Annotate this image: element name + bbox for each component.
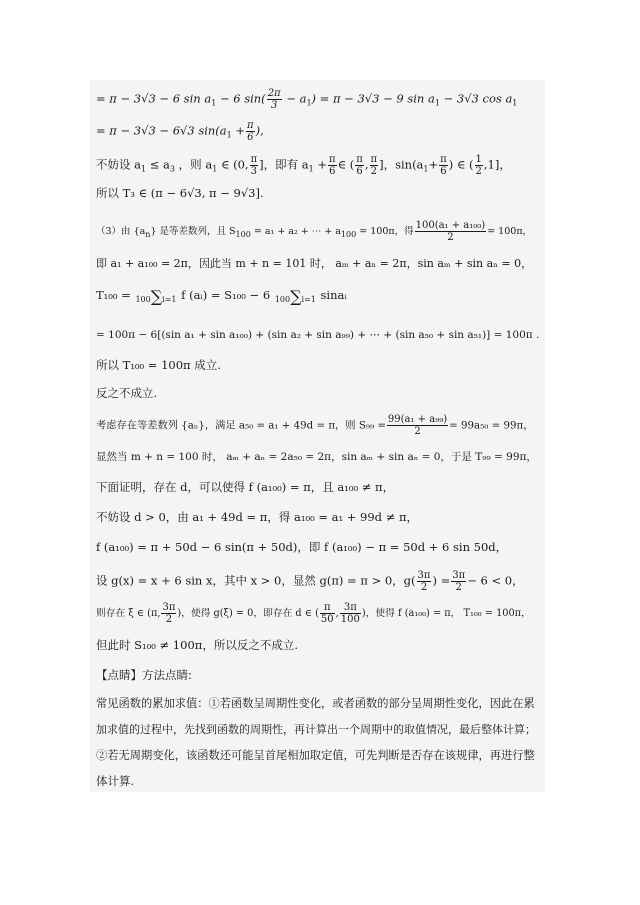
summation xyxy=(135,286,177,306)
denominator: 2 xyxy=(370,166,377,177)
numerator: 3π xyxy=(162,602,176,613)
equation-line-17 xyxy=(96,602,531,625)
text: 所以 T₁₀₀ = 100π 成立. xyxy=(96,358,221,372)
subscript: 1 xyxy=(434,98,440,108)
subscript: 1 xyxy=(512,98,518,108)
numerator: 99(a₁ + a₉₉) xyxy=(387,414,448,425)
subscript: 100 xyxy=(235,230,251,239)
numerator: π xyxy=(370,154,378,165)
fraction xyxy=(320,602,335,625)
lower-limit: i=1 xyxy=(162,294,177,304)
text: ) = xyxy=(432,573,451,588)
subscript: 1 xyxy=(423,164,429,174)
fraction xyxy=(340,602,361,625)
equation-line-3 xyxy=(96,154,511,177)
text: = 100π， xyxy=(487,226,533,237)
sigma: ∑ xyxy=(150,286,163,306)
text: + xyxy=(317,157,328,172)
text: f (aᵢ) = S₁₀₀ − 6 xyxy=(181,288,271,302)
text: ,1]， xyxy=(483,157,511,172)
text: 不妨设 d > 0，由 a₁ + 49d = π，得 a₁₀₀ = a₁ + 99d ≠ π， xyxy=(96,510,419,524)
text: = 100π − 6[(sin a₁ + sin a₁₀₀) + (sin a₂ + sin a₉₉) + ⋯ + (sin a₅₀ + sin a₅₁)] = 100π . xyxy=(96,329,540,341)
text-line-21 xyxy=(96,722,536,737)
equation-line-11 xyxy=(96,414,533,437)
numerator: 100(a₁ + a₁₀₀) xyxy=(415,220,486,231)
text-line-13 xyxy=(96,480,394,495)
text: 则存在 ξ ∈ (π, xyxy=(96,608,161,619)
text: ) ∈ ( xyxy=(448,157,474,172)
subscript: 1 xyxy=(308,164,314,174)
text: , xyxy=(335,608,339,619)
fraction xyxy=(161,602,176,625)
text: , xyxy=(364,157,369,172)
denominator: 6 xyxy=(440,166,447,177)
text: ), xyxy=(255,123,264,138)
denominator: 3 xyxy=(270,100,278,111)
text: ∈ (0, xyxy=(220,157,249,172)
numerator: π xyxy=(329,154,336,165)
fraction xyxy=(451,570,466,593)
subscript: 100 xyxy=(340,230,357,239)
denominator: 6 xyxy=(247,132,254,143)
text: − 6 sin( xyxy=(219,91,266,106)
text-line-22 xyxy=(96,748,535,763)
equation-line-2 xyxy=(96,120,264,143)
text: = 100π，得 xyxy=(359,226,414,237)
denominator: 3 xyxy=(250,166,258,177)
subscript: 1 xyxy=(211,98,217,108)
denominator: 6 xyxy=(329,166,336,177)
denominator: 2 xyxy=(165,614,173,625)
subscript: 1 xyxy=(212,164,218,174)
numerator: 3π xyxy=(340,602,361,614)
text: = π − 3√3 − 6√3 sin(a xyxy=(96,123,227,138)
equation-line-5 xyxy=(96,220,532,243)
summation xyxy=(274,286,316,306)
numerator: 2π xyxy=(267,88,281,99)
subscript: 1 xyxy=(226,130,232,140)
text: sinaᵢ xyxy=(320,288,347,302)
upper-limit: 100 xyxy=(274,294,291,304)
denominator: 2 xyxy=(420,582,428,593)
text: )，使得 f (a₁₀₀) = π， T₁₀₀ = 100π， xyxy=(361,608,531,619)
denominator: 100 xyxy=(340,614,360,625)
text: 反之不成立. xyxy=(96,386,158,400)
text: ，则 a xyxy=(178,157,213,172)
text: 显然当 m + n = 100 时， aₘ + aₙ = 2a₅₀ = 2π，sin aₘ + sin aₙ = 0，于是 T₉₉ = 99π， xyxy=(96,451,537,463)
text: 即 a₁ + a₁₀₀ = 2π，因此当 m + n = 101 时， aₘ + aₙ = 2π，sin aₘ + sin aₙ = 0， xyxy=(96,257,533,270)
text: + xyxy=(235,123,246,138)
text: 不妨设 a xyxy=(96,157,142,172)
numerator: π xyxy=(320,602,335,614)
text-line-14 xyxy=(96,510,418,525)
fraction xyxy=(415,220,487,243)
fraction xyxy=(475,154,483,177)
text: 体计算. xyxy=(96,774,135,788)
text-line-20 xyxy=(96,696,535,711)
text: − 3√3 cos a xyxy=(443,91,513,106)
fraction xyxy=(250,154,259,177)
text: ) = π − 3√3 − 9 sin a xyxy=(311,91,435,106)
equation-line-8 xyxy=(96,328,539,343)
text: ]，即有 a xyxy=(259,157,309,172)
numerator: 3π xyxy=(417,570,431,581)
text: 常见函数的累加求值：①若函数呈周期性变化，或者函数的部分呈周期性变化，因此在累 xyxy=(96,697,535,710)
fraction xyxy=(267,88,282,111)
text: − a xyxy=(286,91,307,106)
method-heading xyxy=(96,668,192,683)
text: = π − 3√3 − 6 sin a xyxy=(96,91,212,106)
numerator: π xyxy=(247,120,254,131)
text: } 是等差数列，且 S xyxy=(150,226,236,237)
text: = 99a₅₀ = 99π， xyxy=(449,419,534,432)
equation-line-6 xyxy=(96,256,532,271)
text: − 6 < 0， xyxy=(467,573,524,588)
text: ≤ a xyxy=(149,157,170,172)
numerator: π xyxy=(356,154,363,165)
denominator: 50 xyxy=(320,614,334,625)
denominator: 2 xyxy=(414,426,421,437)
numerator: π xyxy=(250,154,258,165)
subscript: n xyxy=(145,230,151,239)
text: = a₁ + a₂ + ⋯ + a xyxy=(253,226,341,237)
lower-limit: i=1 xyxy=(301,294,316,304)
sigma: ∑ xyxy=(290,286,302,306)
subscript: 3 xyxy=(169,164,176,174)
text: 设 g(x) = x + 6 sin x，其中 x > 0，显然 g(π) = π > 0，g( xyxy=(96,573,416,588)
text: T₁₀₀ = xyxy=(96,288,131,302)
upper-limit: 100 xyxy=(135,294,151,304)
text: f (a₁₀₀) = π + 50d − 6 sin(π + 50d)，即 f (a₁₀₀) − π = 50d + 6 sin 50d， xyxy=(96,540,508,554)
text: 考虑存在等差数列 {aₙ}，满足 a₅₀ = a₁ + 49d = π，则 S₉₉ = xyxy=(96,419,386,432)
text: 所以 T₃ ∈ (π − 6√3, π − 9√3]. xyxy=(96,186,264,200)
subscript: 1 xyxy=(306,98,312,108)
fraction xyxy=(355,154,364,177)
text-line-18 xyxy=(96,638,298,653)
text: + xyxy=(428,157,439,172)
fraction xyxy=(246,120,255,143)
equation-line-16 xyxy=(96,570,524,593)
equation-line-1 xyxy=(96,88,517,111)
denominator: 2 xyxy=(475,166,482,177)
text-line-12 xyxy=(96,450,537,465)
fraction xyxy=(417,570,432,593)
text: 但此时 S₁₀₀ ≠ 100π，所以反之不成立. xyxy=(96,638,298,652)
text: ②若无周期变化，该函数还可能呈首尾相加取定值，可先判断是否存在该规律，再进行整 xyxy=(96,749,535,762)
text-line-23 xyxy=(96,774,134,789)
text-line-15 xyxy=(96,540,507,555)
fraction xyxy=(387,414,448,437)
equation-line-4 xyxy=(96,186,264,201)
text: ]，sin(a xyxy=(379,157,424,172)
denominator: 2 xyxy=(447,232,454,243)
text: 加求值的过程中，先找到函数的周期性，再计算出一个周期中的取值情况，最后整体计算； xyxy=(96,723,536,736)
denominator: 6 xyxy=(356,166,363,177)
text-line-10 xyxy=(96,386,157,401)
text-line-9 xyxy=(96,358,221,373)
text: )，使得 g(ξ) = 0，即存在 d ∈ ( xyxy=(177,608,319,619)
equation-line-7 xyxy=(96,288,347,304)
text: 【点睛】方法点睛: xyxy=(96,668,192,682)
numerator: 1 xyxy=(475,154,482,165)
fraction xyxy=(439,154,448,177)
numerator: 3π xyxy=(452,570,466,581)
fraction xyxy=(328,154,337,177)
numerator: π xyxy=(440,154,447,165)
subscript: 1 xyxy=(141,164,147,174)
fraction xyxy=(370,154,379,177)
text: （3）由 {a xyxy=(96,226,146,237)
text: 下面证明，存在 d，可以使得 f (a₁₀₀) = π，且 a₁₀₀ ≠ π， xyxy=(96,480,395,494)
denominator: 2 xyxy=(455,582,462,593)
text: ∈ ( xyxy=(337,157,355,172)
